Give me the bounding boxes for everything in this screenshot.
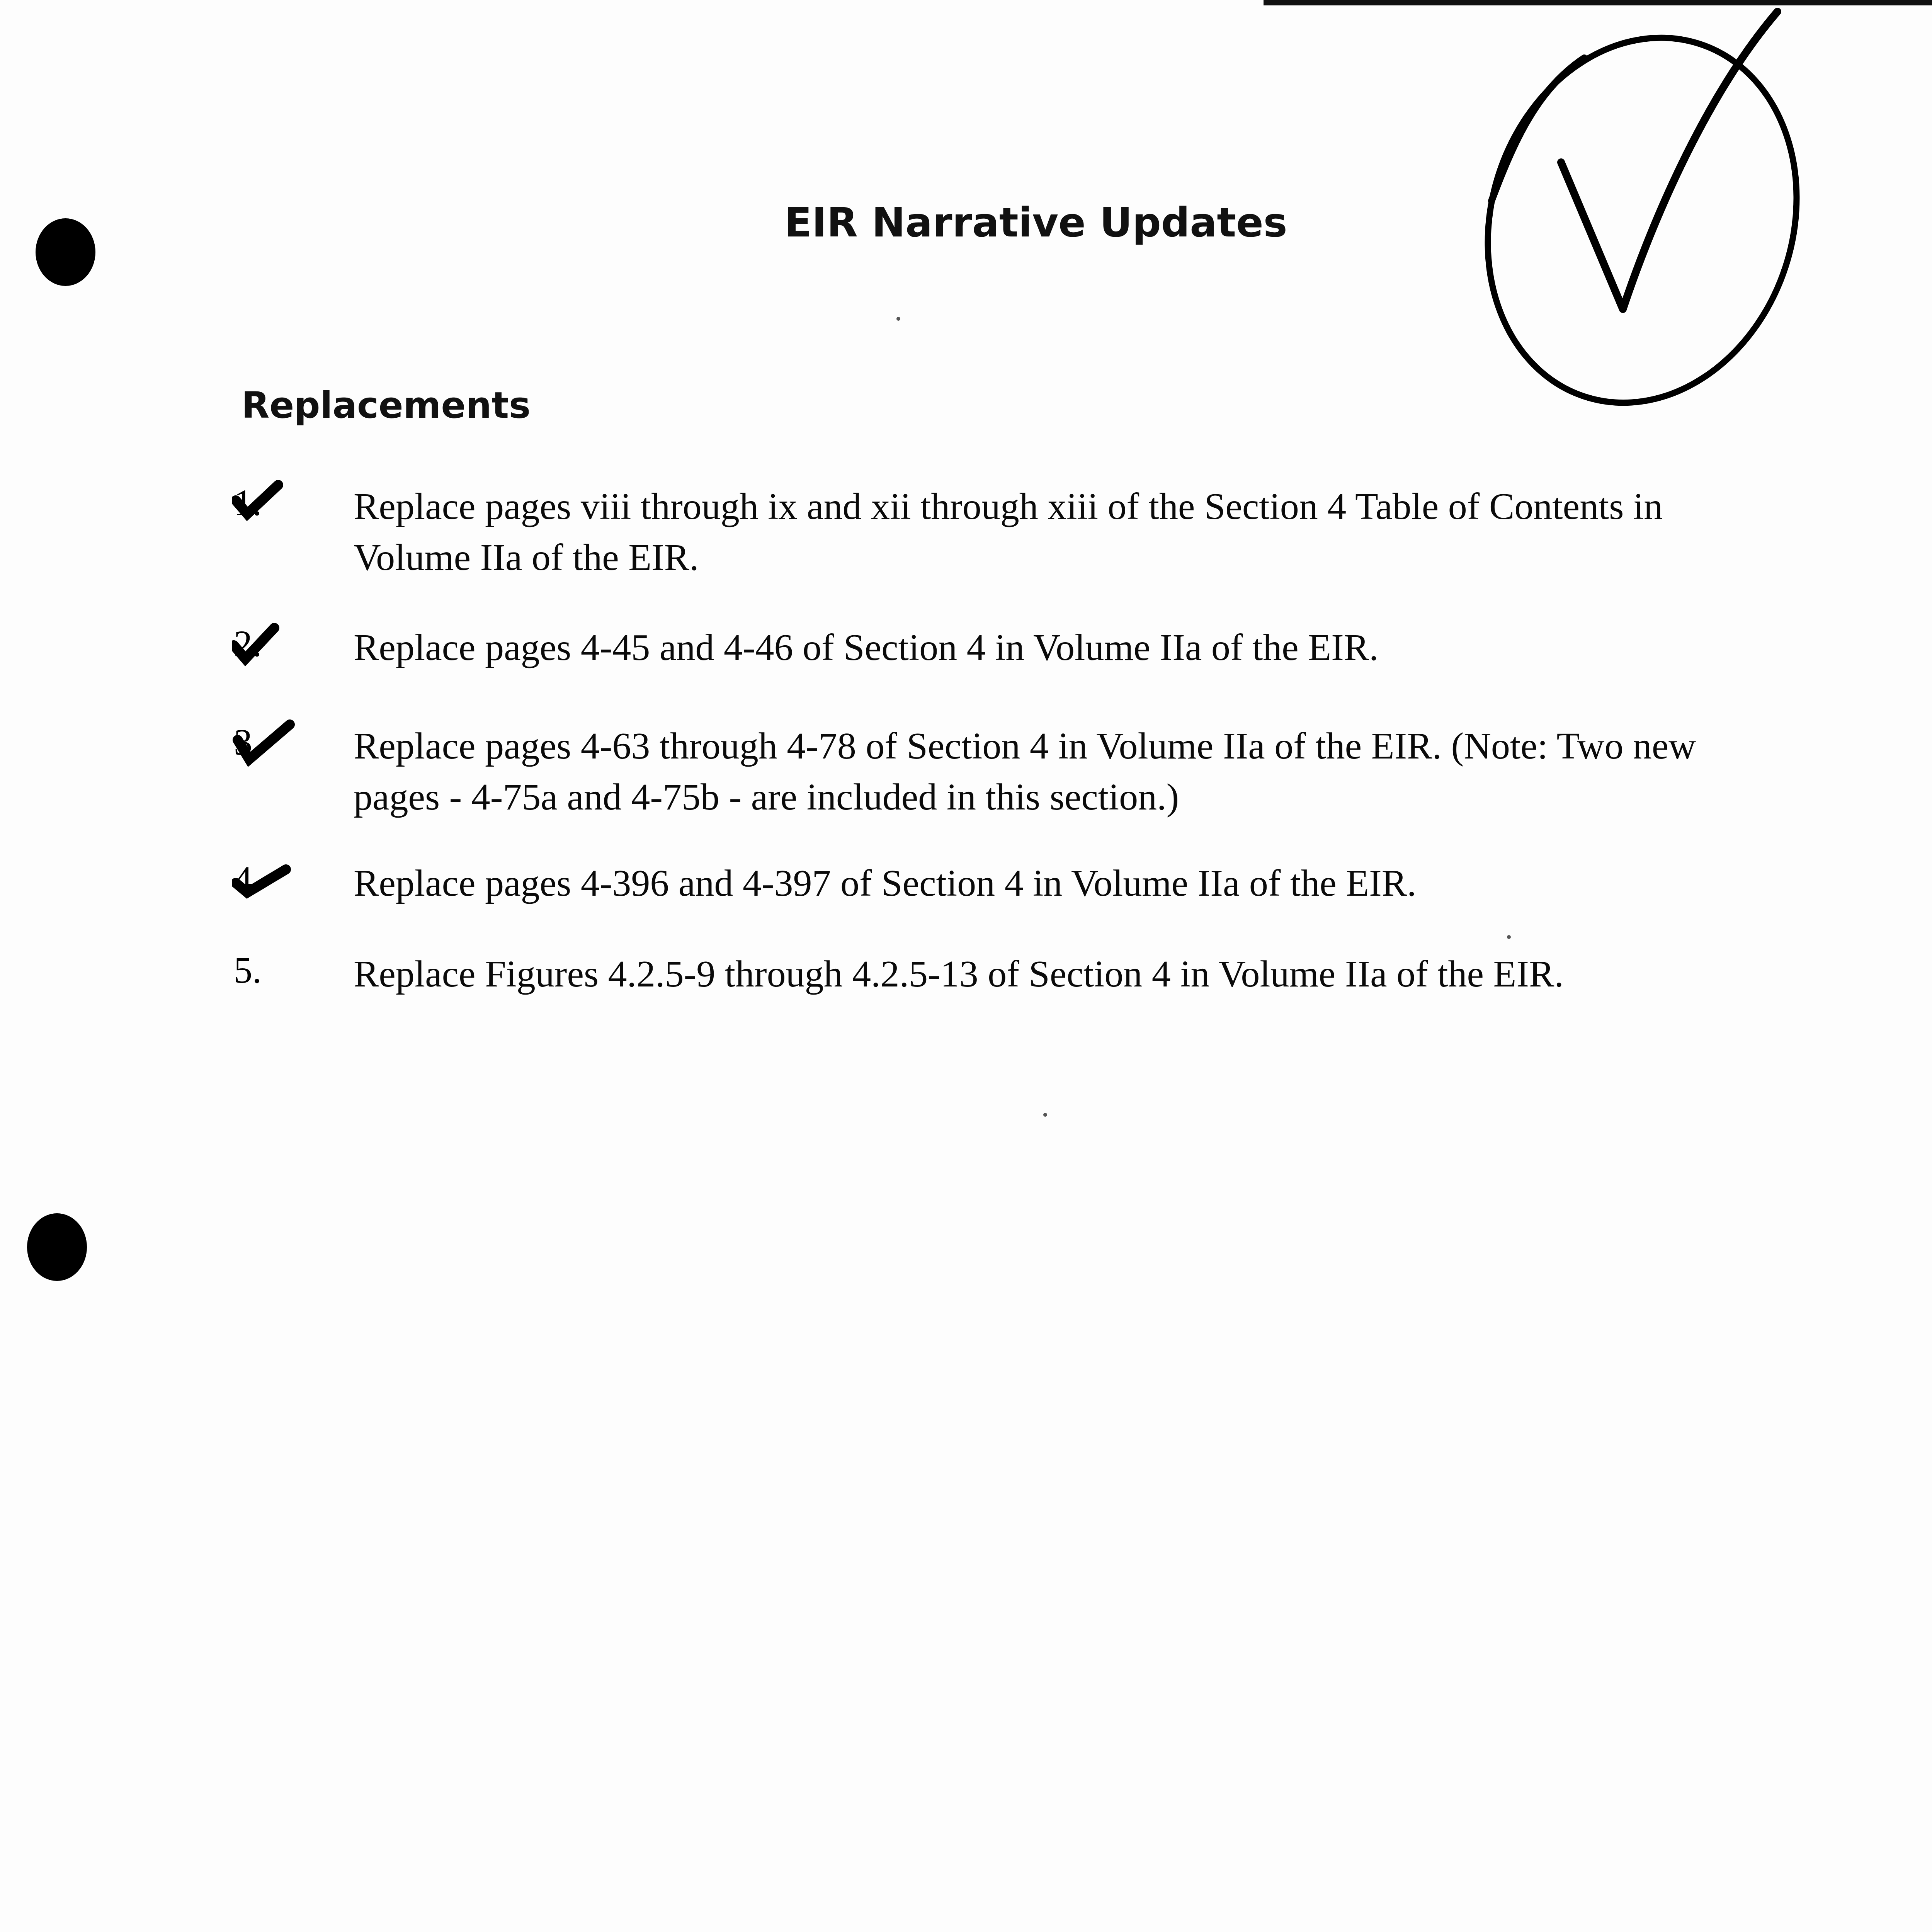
item-marker-2 [232, 622, 309, 668]
item-number-4: 4. [234, 859, 262, 900]
handwritten-tick-icon [232, 854, 309, 904]
item-marker-3 [232, 721, 309, 767]
handwritten-tick-icon [232, 618, 309, 668]
scan-speck [1043, 1113, 1047, 1117]
item-marker-1 [232, 481, 309, 527]
scan-speck [896, 317, 900, 321]
item-text-2: Replace pages 4-45 and 4-46 of Section 4 in Volume IIa of the EIR. [354, 627, 1379, 668]
item-number-3: 3. [234, 721, 262, 763]
item-marker-4 [232, 858, 309, 904]
item-text-5: Replace Figures 4.2.5-9 through 4.2.5-13 of Section 4 in Volume IIa of the EIR. [354, 953, 1564, 995]
handwritten-tick-icon [232, 477, 309, 527]
handwritten-tick-icon [232, 717, 309, 767]
item-number-1: 1. [234, 482, 262, 523]
item-marker-5 [232, 949, 309, 995]
scan-speck [1507, 935, 1511, 939]
item-text-4: Replace pages 4-396 and 4-397 of Section 4 in Volume IIa of the EIR. [354, 862, 1417, 904]
punch-hole-middle [27, 1213, 87, 1281]
item-text-3: Replace pages 4-63 through 4-78 of Section 4 in Volume IIa of the EIR. (Note: Two new pages - 4-75a and 4-75b - are included in this section.) [354, 725, 1696, 818]
circled-checkmark-icon [1468, 0, 1816, 440]
punch-hole-top [36, 218, 95, 286]
item-number-2: 2. [234, 623, 262, 664]
item-text-1: Replace pages viii through ix and xii through xiii of the Section 4 Table of Contents in Volume IIa of the EIR. [354, 486, 1663, 578]
section-heading: Replacements [242, 384, 531, 427]
document-title: EIR Narrative Updates [784, 199, 1287, 246]
item-number-5: 5. [234, 949, 262, 991]
